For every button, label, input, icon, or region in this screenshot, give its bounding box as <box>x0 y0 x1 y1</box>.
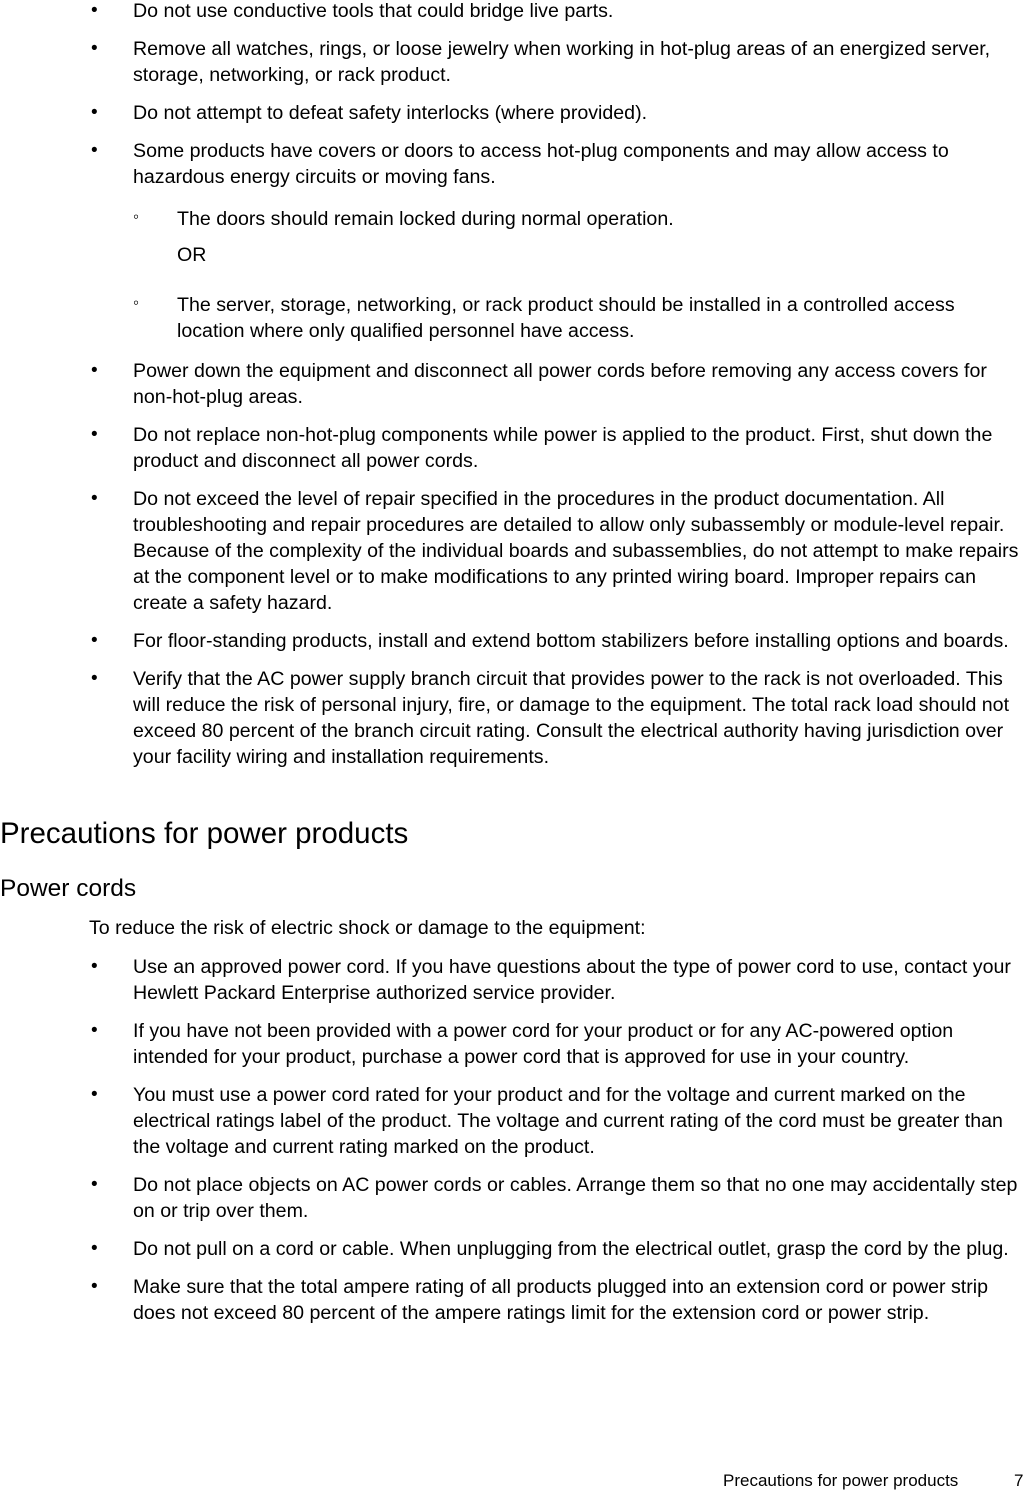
bullet-icon: • <box>91 488 98 509</box>
sub-list <box>0 206 1026 344</box>
bullet-icon: • <box>91 1084 98 1105</box>
circle-bullet-icon: ◦ <box>133 293 140 312</box>
intro-text: To reduce the risk of electric shock or damage to the equipment: <box>89 917 646 939</box>
bullet-icon: • <box>91 1238 98 1259</box>
list-item-text: You must use a power cord rated for your product and for the voltage and current marked on the electrical ratings label of the product. The voltage and current rating of the cord must be greater than the voltage and current rating marked on the product. <box>133 1084 1003 1158</box>
subsection-heading: Power cords <box>0 875 137 902</box>
footer-title: Precautions for power products <box>723 1471 959 1490</box>
bullet-icon: • <box>91 1020 98 1041</box>
circle-bullet-icon: ◦ <box>133 207 140 226</box>
bullet-icon: • <box>91 1276 98 1297</box>
list-item <box>0 1236 1026 1262</box>
bullet-icon: • <box>91 630 98 651</box>
list-item-text: Do not pull on a cord or cable. When unplugging from the electrical outlet, grasp the cord by the plug. <box>133 1238 1009 1260</box>
bullet-icon: • <box>91 956 98 977</box>
list-item-text: Power down the equipment and disconnect all power cords before removing any access covers for non-hot-plug areas. <box>133 360 987 408</box>
bullet-icon: • <box>91 360 98 381</box>
section-heading: Precautions for power products <box>0 817 409 850</box>
sub-list-item <box>0 206 1026 232</box>
list-item <box>0 0 1026 24</box>
bullet-icon: • <box>91 668 98 689</box>
list-item-text: Do not exceed the level of repair specified in the procedures in the product documentation. All troubleshooting and repair procedures are detailed to allow only subassembly or module-level repair. Because of the complexity of the individual boards and subassemblies, do not attempt to make repairs at the component level or to make modifications to any printed wiring board. Improper repairs can create a safety hazard. <box>133 488 1019 614</box>
bullet-icon: • <box>91 1174 98 1195</box>
list-item <box>0 1172 1026 1224</box>
top-bullet-list <box>0 0 1026 202</box>
list-item-text: Do not place objects on AC power cords or cables. Arrange them so that no one may accidentally step on or trip over them. <box>133 1174 1018 1222</box>
page-footer <box>0 1469 1026 1493</box>
list-item <box>0 628 1026 654</box>
list-item <box>0 36 1026 88</box>
list-item-text: If you have not been provided with a power cord for your product or for any AC-powered option intended for your product, purchase a power cord that is approved for use in your country. <box>133 1020 954 1068</box>
bullet-icon: • <box>91 424 98 445</box>
list-item-text: Do not use conductive tools that could bridge live parts. <box>133 0 614 22</box>
list-item <box>0 1082 1026 1160</box>
list-item <box>0 1274 1026 1326</box>
list-item-text: Do not replace non-hot-plug components while power is applied to the product. First, shut down the product and disconnect all power cords. <box>133 424 993 472</box>
list-item-text: For floor-standing products, install and extend bottom stabilizers before installing options and boards. <box>133 630 1009 652</box>
list-item <box>0 666 1026 770</box>
list-item-text: Do not attempt to defeat safety interlocks (where provided). <box>133 102 648 124</box>
list-item-text: Remove all watches, rings, or loose jewelry when working in hot-plug areas of an energized server, storage, networking, or rack product. <box>133 38 991 86</box>
list-item-text: Make sure that the total ampere rating of all products plugged into an extension cord or power strip does not exceed 80 percent of the ampere ratings limit for the extension cord or power strip. <box>133 1276 988 1324</box>
list-item-text: Use an approved power cord. If you have questions about the type of power cord to use, contact your Hewlett Packard Enterprise authorized service provider. <box>133 956 1011 1004</box>
power-cord-bullet-list <box>0 954 1026 1338</box>
sub-list-item <box>0 292 1026 344</box>
mid-bullet-list <box>0 358 1026 782</box>
page-number: 7 <box>1014 1471 1024 1490</box>
list-item <box>0 358 1026 410</box>
list-item-text: Some products have covers or doors to access hot-plug components and may allow access to hazardous energy circuits or moving fans. <box>133 140 949 188</box>
bullet-icon: • <box>91 102 98 123</box>
bullet-icon: • <box>91 140 98 161</box>
list-item <box>0 138 1026 190</box>
list-item <box>0 422 1026 474</box>
list-item <box>0 954 1026 1006</box>
list-item <box>0 486 1026 616</box>
sub-list-item-text: The doors should remain locked during normal operation. <box>177 208 674 230</box>
sub-list-item-text: The server, storage, networking, or rack product should be installed in a controlled access location where only qualified personnel have access. <box>177 294 955 342</box>
list-item <box>0 1018 1026 1070</box>
bullet-icon: • <box>91 0 98 21</box>
list-item-text: Verify that the AC power supply branch circuit that provides power to the rack is not overloaded. This will reduce the risk of personal injury, fire, or damage to the equipment. The total rack load should not exceed 80 percent of the branch circuit rating. Consult the electrical authority having jurisdiction over your facility wiring and installation requirements. <box>133 668 1010 768</box>
or-separator: OR <box>177 244 207 266</box>
list-item <box>0 100 1026 126</box>
bullet-icon: • <box>91 38 98 59</box>
